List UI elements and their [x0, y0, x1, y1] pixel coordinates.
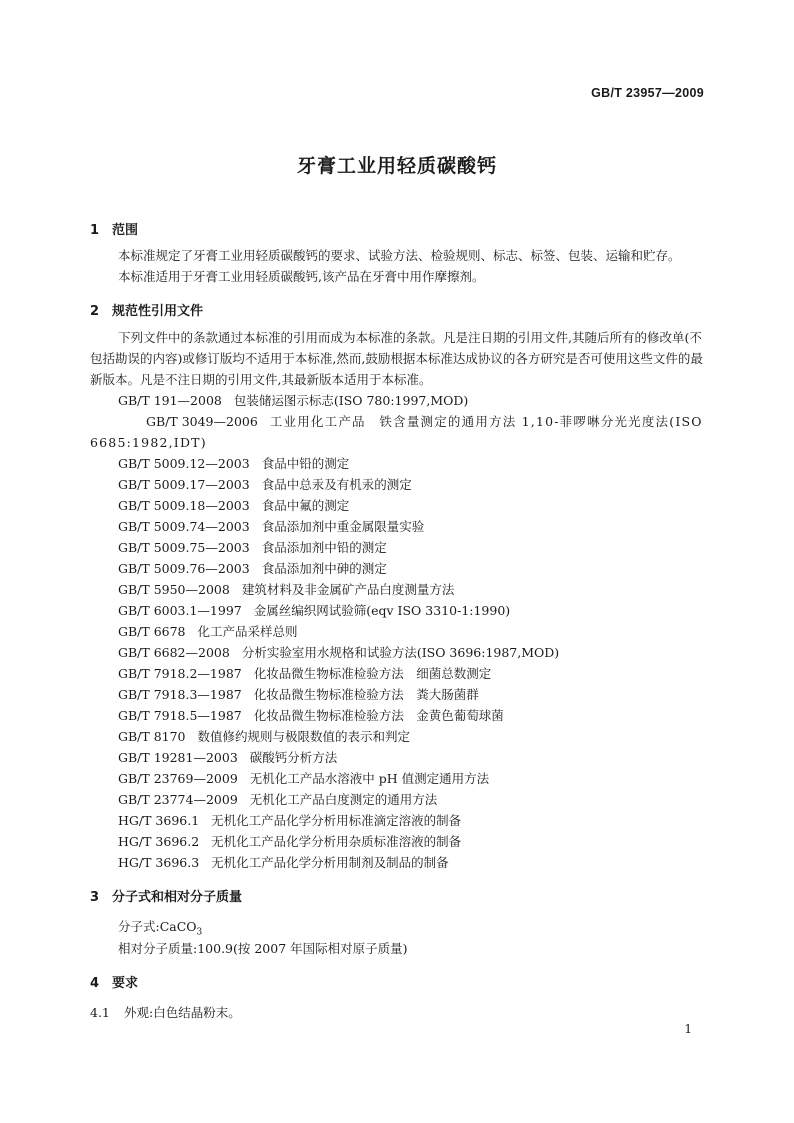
reference-item: [90, 663, 704, 684]
reference-name: 食品中铅的测定: [261, 456, 350, 471]
section-number: 2: [90, 304, 100, 319]
reference-name: 食品中总汞及有机汞的测定: [261, 477, 412, 492]
reference-item: [90, 537, 704, 558]
section-2-heading: [90, 300, 203, 319]
reference-code: GB/T 7918.3—1987: [118, 687, 242, 702]
section-number: 3: [90, 890, 100, 905]
reference-item: [90, 810, 704, 831]
section-number: 4: [90, 976, 100, 991]
reference-item: [90, 558, 704, 579]
reference-item: [90, 705, 704, 726]
reference-item: [90, 684, 704, 705]
reference-item: [90, 474, 704, 495]
reference-name: 无机化工产品化学分析用杂质标准溶液的制备: [211, 834, 462, 849]
reference-code: GB/T 5009.75—2003: [118, 540, 250, 555]
scope-paragraph-1: 本标准规定了牙膏工业用轻质碳酸钙的要求、试验方法、检验规则、标志、标签、包装、运输和贮存。: [118, 248, 681, 263]
reference-code: GB/T 6678: [118, 624, 186, 639]
reference-name: 工业用化工产品 铁含量测定的通用方法 1,10-菲啰啉分光光度法(ISO 6685:1982,IDT): [90, 414, 703, 450]
molecular-formula: [118, 917, 202, 938]
reference-item: [90, 495, 704, 516]
reference-item: [90, 390, 704, 411]
reference-name: 无机化工产品白度测定的通用方法: [249, 792, 438, 807]
reference-item: [90, 453, 704, 474]
reference-item: [90, 747, 704, 768]
reference-item: [90, 621, 704, 642]
references-intro: 下列文件中的条款通过本标准的引用而成为本标准的条款。凡是注日期的引用文件,其随后所有的修改单(不包括勘误的内容)或修订版均不适用于本标准,然而,鼓励根据本标准达成协议的各方研究是否可使用这些文件的最新版本。凡是不注日期的引用文件,其最新版本适用于本标准。: [90, 330, 703, 387]
reference-name: 化妆品微生物标准检验方法 粪大肠菌群: [253, 687, 479, 702]
reference-item: [90, 579, 704, 600]
reference-code: GB/T 19281—2003: [118, 750, 238, 765]
reference-name: 无机化工产品化学分析用标准滴定溶液的制备: [211, 813, 462, 828]
reference-code: GB/T 5009.74—2003: [118, 519, 250, 534]
reference-code: GB/T 5009.12—2003: [118, 456, 250, 471]
reference-item: [90, 516, 704, 537]
reference-name: 碳酸钙分析方法: [249, 750, 338, 765]
reference-item: [90, 600, 704, 621]
molecular-mass: 相对分子质量:100.9(按 2007 年国际相对原子质量): [118, 941, 408, 956]
section-title: 规范性引用文件: [112, 304, 204, 319]
reference-name: 食品添加剂中重金属限量实验: [261, 519, 425, 534]
reference-code: GB/T 3049—2006: [146, 414, 258, 429]
reference-code: HG/T 3696.1: [118, 813, 200, 828]
reference-name: 包装储运图示标志(ISO 780:1997,MOD): [233, 393, 469, 408]
section-1-heading: [90, 219, 138, 238]
page-number: 1: [684, 1022, 692, 1036]
reference-code: GB/T 23774—2009: [118, 792, 238, 807]
reference-name: 无机化工产品化学分析用制剂及制品的制备: [211, 855, 449, 870]
item-text: 外观:白色结晶粉末。: [124, 1005, 241, 1020]
reference-code: GB/T 8170: [118, 729, 186, 744]
reference-code: GB/T 23769—2009: [118, 771, 238, 786]
reference-code: GB/T 5009.18—2003: [118, 498, 250, 513]
reference-item: [90, 852, 704, 873]
item-number: 4.1: [90, 1005, 110, 1020]
formula-subscript: 3: [196, 927, 203, 938]
section-number: 1: [90, 223, 100, 238]
reference-code: GB/T 6682—2008: [118, 645, 230, 660]
reference-name: 无机化工产品水溶液中 pH 值测定通用方法: [249, 771, 490, 786]
reference-name: 食品添加剂中铅的测定: [261, 540, 387, 555]
reference-code: GB/T 5009.17—2003: [118, 477, 250, 492]
section-title: 范围: [112, 223, 139, 238]
reference-name: 食品添加剂中砷的测定: [261, 561, 387, 576]
reference-item: [90, 831, 704, 852]
reference-code: GB/T 5950—2008: [118, 582, 230, 597]
standard-code: GB/T 23957—2009: [591, 86, 704, 100]
section-4-heading: [90, 972, 138, 991]
reference-code: GB/T 7918.2—1987: [118, 666, 242, 681]
page-title: 牙膏工业用轻质碳酸钙: [296, 155, 497, 177]
reference-name: 化妆品微生物标准检验方法 金黄色葡萄球菌: [253, 708, 504, 723]
reference-name: 分析实验室用水规格和试验方法(ISO 3696:1987,MOD): [241, 645, 560, 660]
reference-name: 化妆品微生物标准检验方法 细菌总数测定: [253, 666, 492, 681]
section-3-heading: [90, 886, 242, 905]
reference-code: HG/T 3696.2: [118, 834, 200, 849]
reference-name: 金属丝编织网试验筛(eqv ISO 3310-1:1990): [253, 603, 511, 618]
reference-item: [90, 411, 704, 453]
reference-code: GB/T 5009.76—2003: [118, 561, 250, 576]
reference-code: GB/T 191—2008: [118, 393, 222, 408]
section-title: 分子式和相对分子质量: [112, 890, 243, 905]
reference-code: HG/T 3696.3: [118, 855, 200, 870]
reference-item: [90, 642, 704, 663]
reference-name: 数值修约规则与极限数值的表示和判定: [197, 729, 411, 744]
scope-paragraph-2: 本标准适用于牙膏工业用轻质碳酸钙,该产品在牙膏中用作摩擦剂。: [118, 269, 485, 284]
reference-item: [90, 789, 704, 810]
reference-name: 食品中氟的测定: [261, 498, 350, 513]
reference-name: 建筑材料及非金属矿产品白度测量方法: [241, 582, 455, 597]
reference-item: [90, 768, 704, 789]
reference-code: GB/T 7918.5—1987: [118, 708, 242, 723]
requirement-item: [90, 1003, 241, 1021]
reference-name: 化工产品采样总则: [197, 624, 298, 639]
formula-label: 分子式:CaCO: [118, 919, 197, 934]
reference-code: GB/T 6003.1—1997: [118, 603, 242, 618]
reference-item: [90, 726, 704, 747]
section-title: 要求: [112, 976, 139, 991]
reference-list: [90, 390, 704, 873]
